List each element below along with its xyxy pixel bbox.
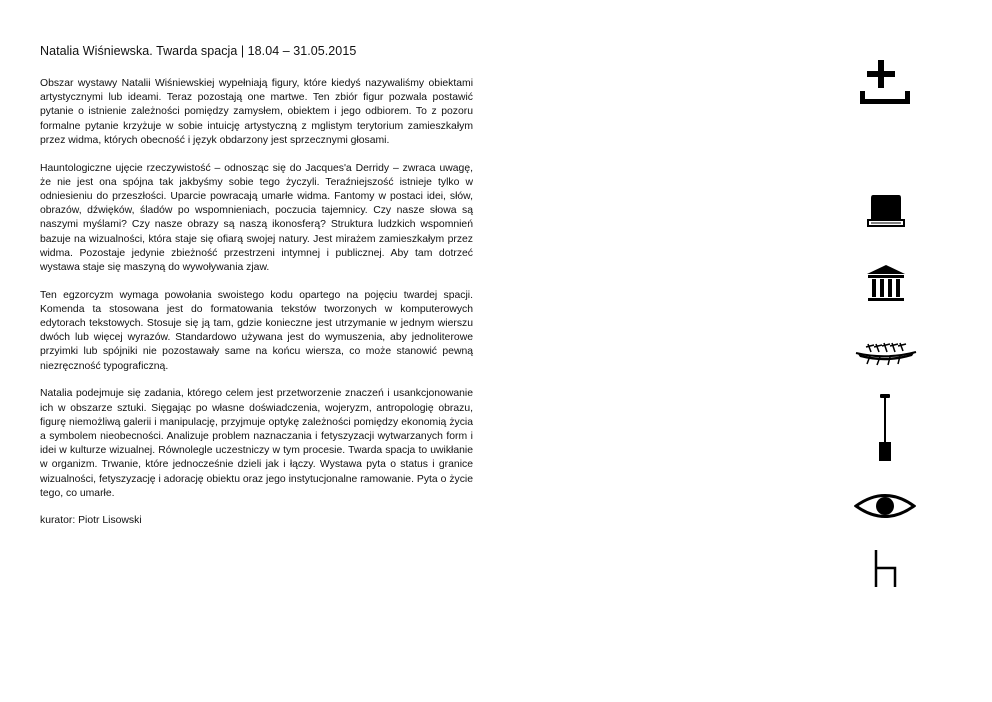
h-glyph-icon[interactable] (873, 549, 899, 589)
exhibition-title: Natalia Wiśniewska. Twarda spacja | 18.04 – 31.05.2015 (40, 44, 357, 58)
paragraph-4: Natalia podejmuje się zadania, którego celem jest przetworzenie znaczeń i usankcjonowanie ich w obszarze sztuki. Sięgając po własne doświadczenia, wojeryzm, antropologię obrazu, figurę niemożliwą galerii i manipulację, przyjmuje optykę zależności pomiędzy ekonomią życia a symbolem nieobecności. Analizuje problem naznaczania i fetyszyzacji wytwarzanych form i idei w kulturze wizualnej. Równolegle uczestniczy w tym procesie. Twarda spacja to uwikłanie w organizm. Trwanie, które jednocześnie dzieli jak i łączy. Wystawa pyta o status i granice wizualności, fetyszyzację i adorację obiektu oraz jego instytucjonalne ramowanie. Pyta o życie tego, co umarłe. (40, 388, 473, 499)
curator-credit: kurator: Piotr Lisowski (40, 515, 142, 527)
paragraph-2: Hauntologiczne ujęcie rzeczywistość – odnosząc się do Jacques'a Derridy – zwraca uwagę, że nie jest ona spójna tak jakbyśmy sobie tego życzyli. Teraźniejszość istnieje tylko w odniesieniu do przeszłości. Uparcie powracają umarłe widma. Fantomy w postaci idei, słów, obrazów, dźwięków, śladów po wspomnieniach, poczucia tajemnicy. Czy nasze słowa są naszymi myślami? Czy nasze obrazy są naszą ikonosferą? Struktura ludzkich wspomnień bazuje na wizualności, która staje się ofiarą swojej natury. Jest mirażem zamieszkałym przez widma. Pozostaje jedynie zbieżność przestrzeni intymnej i publicznej. Aby tam dotrzeć wystawa staje się maszyną do wywoływania zjaw. (40, 162, 473, 273)
eye-icon[interactable] (854, 491, 916, 521)
shovel-icon[interactable] (877, 393, 893, 463)
plus-tray-icon[interactable] (858, 58, 912, 108)
paragraph-3: Ten egzorcyzm wymaga powołania swoistego kodu opartego na pojęciu twardej spacji. Komenda ta stosowana jest do formatowania tekstów tworzonych w komputerowych edytorach tekstowych. Stosuje się ją tam, gdzie konieczne jest utrzymanie w jednym wierszu dwóch lub więcej wyrazów. Standardowo używana jest do wymuszenia, aby jednoliterowe przyimki lub spójniki nie pozostawały same na końcu wiersza, co może stanowić pewną niezręczność typograficzną. (40, 289, 473, 372)
museum-icon[interactable] (865, 264, 907, 304)
paragraph-1: Obszar wystawy Natalii Wiśniewskiej wypełniają figury, które kiedyś nazywaliśmy obiektami artystycznymi lub ideami. Teraz pozostają one martwe. Ten zbiór figur pozwala postawić pytanie o istnienie zależności pomiędzy zamysłem, obiektem i jego odbiorem. To z pozoru formalne pytanie krzyżuje w sobie intuicję artystyczną z mglistym terytorium zamieszkałym przez widma, których obecność i język obdarzony jest sprzecznymi głosami. (40, 78, 473, 146)
icon-column (850, 0, 920, 702)
book-icon[interactable] (865, 193, 907, 229)
exhibition-text (40, 44, 473, 528)
rowing-boat-icon[interactable] (854, 340, 918, 366)
